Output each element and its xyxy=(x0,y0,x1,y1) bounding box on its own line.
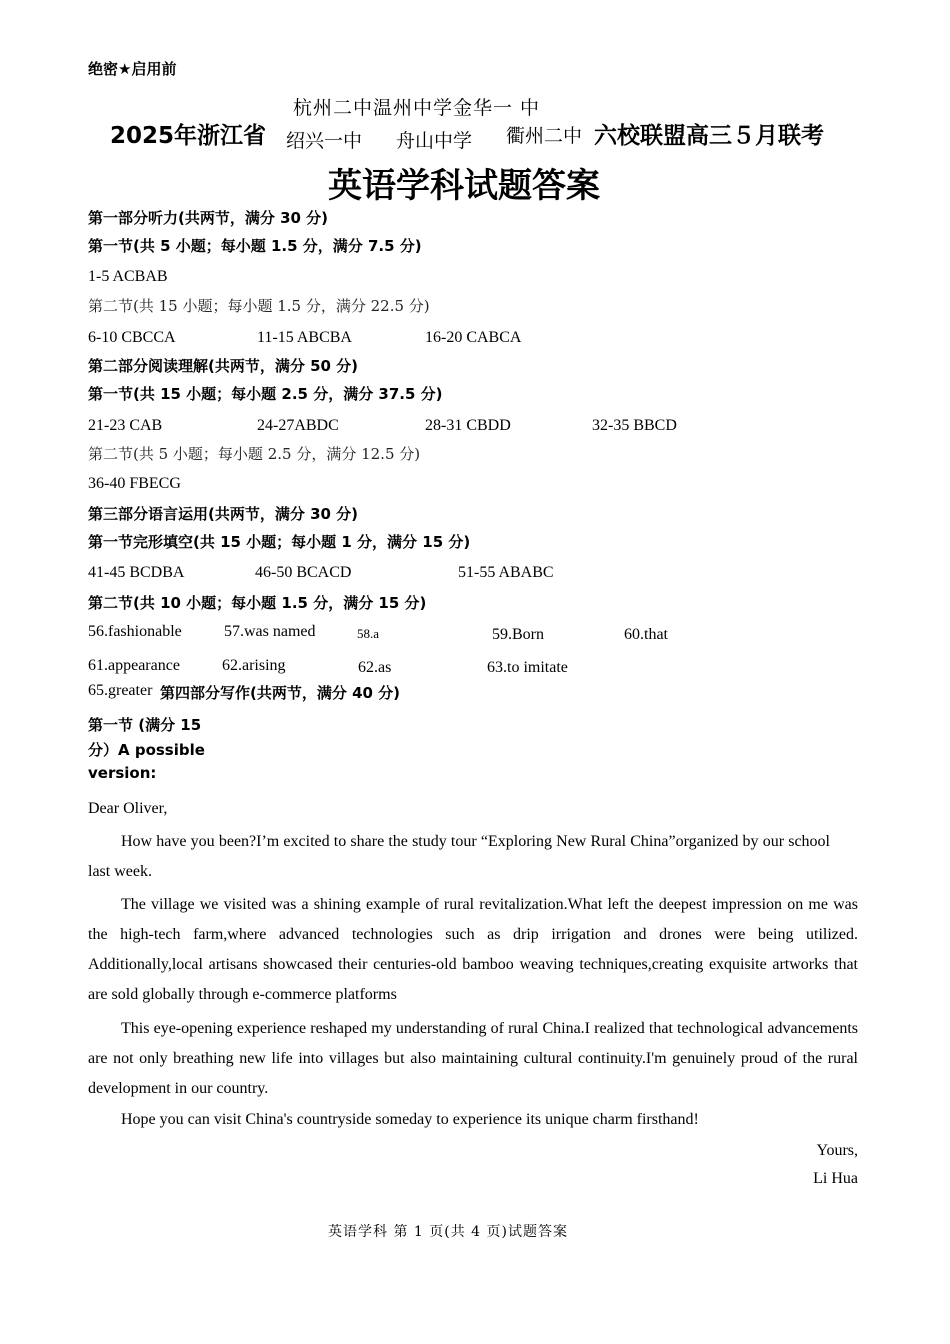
school-quzhou: 衢州二中 xyxy=(506,125,583,147)
answers-11-15: 11-15 ABCBA xyxy=(257,329,352,346)
part3-section1-heading: 第一节完形填空(共 15 小题；每小题 1 分，满分 15 分) xyxy=(88,533,471,551)
part4-section1-line1: 第一节 (满分 15 xyxy=(88,716,202,734)
answer-57: 57.was named xyxy=(224,623,316,640)
answer-63: 63.to imitate xyxy=(487,659,568,676)
exam-suffix: 六校联盟高三５月联考 xyxy=(594,123,824,149)
answer-62-as: 62.as xyxy=(358,659,392,676)
letter-paragraph-2: The village we visited was a shining example of rural revitalization.What left the deepest impression on me was the high-tech farm,where advanced technologies such as drip irrigation and drones were being utilized. Additionally,local artisans showcased their centuries-old bamboo weaving techniques,creating exquisite artworks that are sold globally through e-commerce platforms xyxy=(88,896,858,1003)
answers-21-23: 21-23 CAB xyxy=(88,417,163,434)
part3-heading: 第三部分语言运用(共两节，满分 30 分) xyxy=(88,505,359,523)
answers-6-10: 6-10 CBCCA xyxy=(88,329,176,346)
answer-62: 62.arising xyxy=(222,657,286,674)
answers-46-50: 46-50 BCACD xyxy=(255,564,352,581)
answer-65: 65.greater xyxy=(88,682,153,699)
letter-closing: Yours, xyxy=(816,1142,858,1159)
answers-41-45: 41-45 BCDBA xyxy=(88,564,185,581)
part2-heading: 第二部分阅读理解(共两节，满分 50 分) xyxy=(88,357,359,375)
letter-salutation: Dear Oliver, xyxy=(88,800,168,817)
schools-line-1: 杭州二中温州中学金华一 中 xyxy=(293,97,541,119)
answers-24-27: 24-27ABDC xyxy=(257,417,339,434)
part3-section2-heading: 第二节(共 10 小题；每小题 1.5 分，满分 15 分) xyxy=(88,594,427,612)
school-shaoxing: 绍兴一中 xyxy=(286,130,363,152)
school-zhoushan: 舟山中学 xyxy=(396,130,473,152)
answers-32-35: 32-35 BBCD xyxy=(592,417,677,434)
answers-1-5: 1-5 ACBAB xyxy=(88,268,168,285)
page-footer: 英语学科 第 1 页(共 4 页)试题答案 xyxy=(328,1224,568,1240)
part2-section1-heading: 第一节(共 15 小题；每小题 2.5 分，满分 37.5 分) xyxy=(88,385,443,403)
part2-section2-heading: 第二节(共 5 小题；每小题 2.5 分，满分 12.5 分) xyxy=(88,445,421,463)
answer-61: 61.appearance xyxy=(88,657,180,674)
part1-heading: 第一部分听力(共两节，满分 30 分) xyxy=(88,209,329,227)
answer-58: 58.a xyxy=(357,626,380,641)
part4-section1-line2: 分）A possible xyxy=(88,741,205,759)
letter-paragraph-3: This eye-opening experience reshaped my understanding of rural China.I realized that technological advancements are not only breathing new life into villages but also maintaining cultural continuity.I'm genuinely proud of the rural development in our country. xyxy=(88,1020,858,1097)
answers-28-31: 28-31 CBDD xyxy=(425,417,511,434)
answer-60: 60.that xyxy=(624,626,668,643)
answers-51-55: 51-55 ABABC xyxy=(458,564,554,581)
part4-heading: 第四部分写作(共两节，满分 40 分) xyxy=(160,684,401,702)
exam-prefix: 2025年浙江省 xyxy=(110,123,267,149)
answers-16-20: 16-20 CABCA xyxy=(425,329,522,346)
answer-56: 56.fashionable xyxy=(88,623,182,640)
confidential-mark: 绝密★启用前 xyxy=(88,60,177,78)
letter-signature: Li Hua xyxy=(813,1170,858,1187)
part1-section1-heading: 第一节(共 5 小题；每小题 1.5 分，满分 7.5 分) xyxy=(88,237,422,255)
part4-section1-line3: version: xyxy=(88,764,157,782)
answer-59: 59.Born xyxy=(492,626,544,643)
letter-paragraph-1: How have you been?I’m excited to share the study tour “Exploring New Rural China”organized by our school last week. xyxy=(88,833,830,880)
answers-36-40: 36-40 FBECG xyxy=(88,475,181,492)
part1-section2-heading: 第二节(共 15 小题；每小题 1.5 分，满分 22.5 分) xyxy=(88,297,430,315)
letter-paragraph-4: Hope you can visit China's countryside someday to experience its unique charm firsthand! xyxy=(121,1111,699,1128)
page-title: 英语学科试题答案 xyxy=(328,166,600,206)
